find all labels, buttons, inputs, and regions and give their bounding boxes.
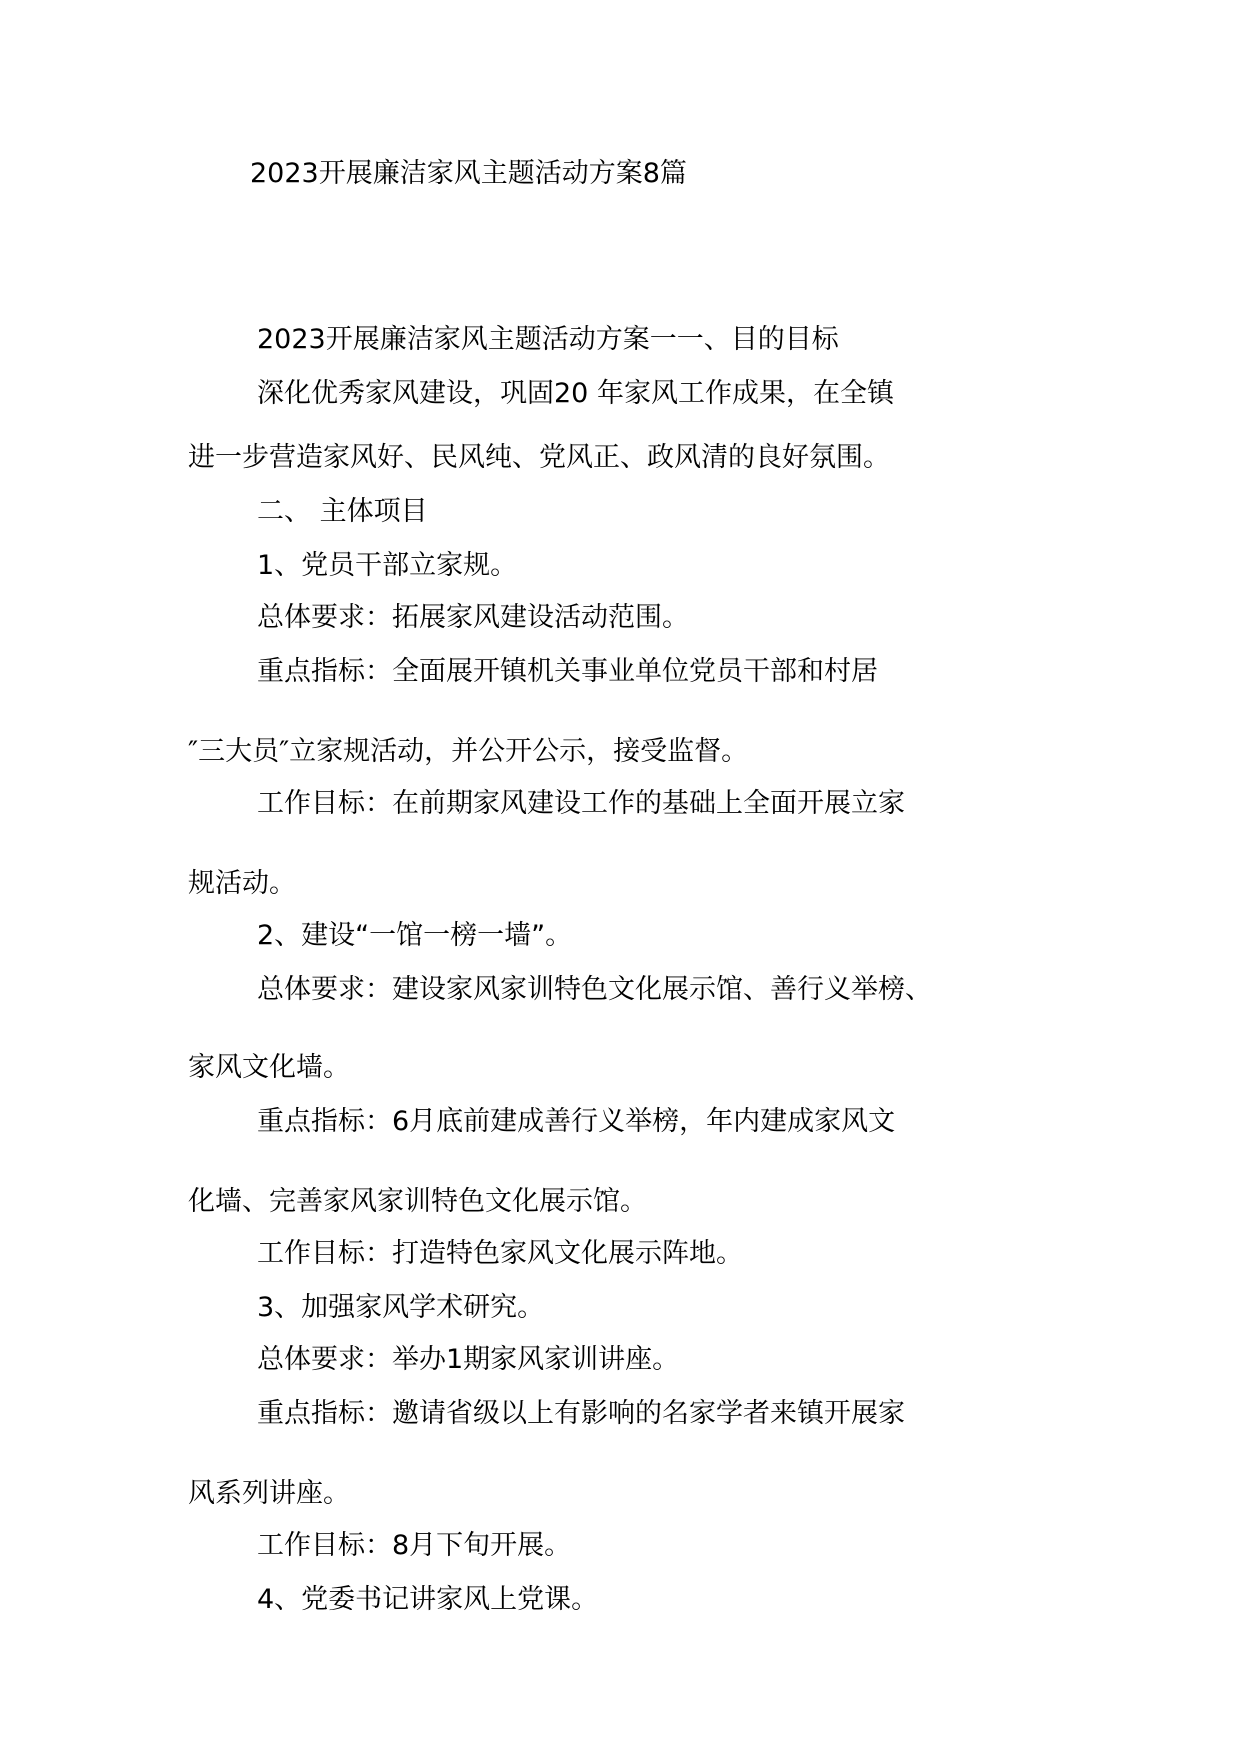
paragraph-line: 总体要求：举办1期家风家训讲座。 [257,1344,680,1375]
paragraph-line: 家风文化墙。 [188,1052,350,1083]
list-item-heading: 2、建设“一馆一榜一墙”。 [257,920,573,951]
list-item-heading: 1、党员干部立家规。 [257,550,518,581]
paragraph-line: 深化优秀家风建设，巩固20 年家风工作成果，在全镇 [257,378,894,409]
list-item-heading: 4、党委书记讲家风上党课。 [257,1584,599,1615]
paragraph-line: 工作目标：在前期家风建设工作的基础上全面开展立家 [257,788,905,819]
paragraph-line: 重点指标：全面展开镇机关事业单位党员干部和村居 [257,656,878,687]
paragraph-line: 进一步营造家风好、民风纯、党风正、政风清的良好氛围。 [188,442,890,473]
paragraph-line: 工作目标：打造特色家风文化展示阵地。 [257,1238,743,1269]
document-title: 2023开展廉洁家风主题活动方案8篇 [250,158,687,189]
section-heading: 二、 主体项目 [257,496,428,527]
paragraph-line: 重点指标：邀请省级以上有影响的名家学者来镇开展家 [257,1398,905,1429]
paragraph-line: 重点指标：6月底前建成善行义举榜，年内建成家风文 [257,1106,896,1137]
paragraph-line: 总体要求：建设家风家训特色文化展示馆、善行义举榜、 [257,974,932,1005]
paragraph-line: 化墙、完善家风家训特色文化展示馆。 [188,1186,647,1217]
paragraph-line: 总体要求：拓展家风建设活动范围。 [257,602,689,633]
list-item-heading: 3、加强家风学术研究。 [257,1292,545,1323]
paragraph-line: 2023开展廉洁家风主题活动方案一一、目的目标 [257,324,839,355]
paragraph-line: 规活动。 [188,868,296,899]
paragraph-line: 工作目标：8月下旬开展。 [257,1530,572,1561]
paragraph-line: ″三大员″立家规活动，并公开公示，接受监督。 [188,736,749,767]
paragraph-line: 风系列讲座。 [188,1478,350,1509]
